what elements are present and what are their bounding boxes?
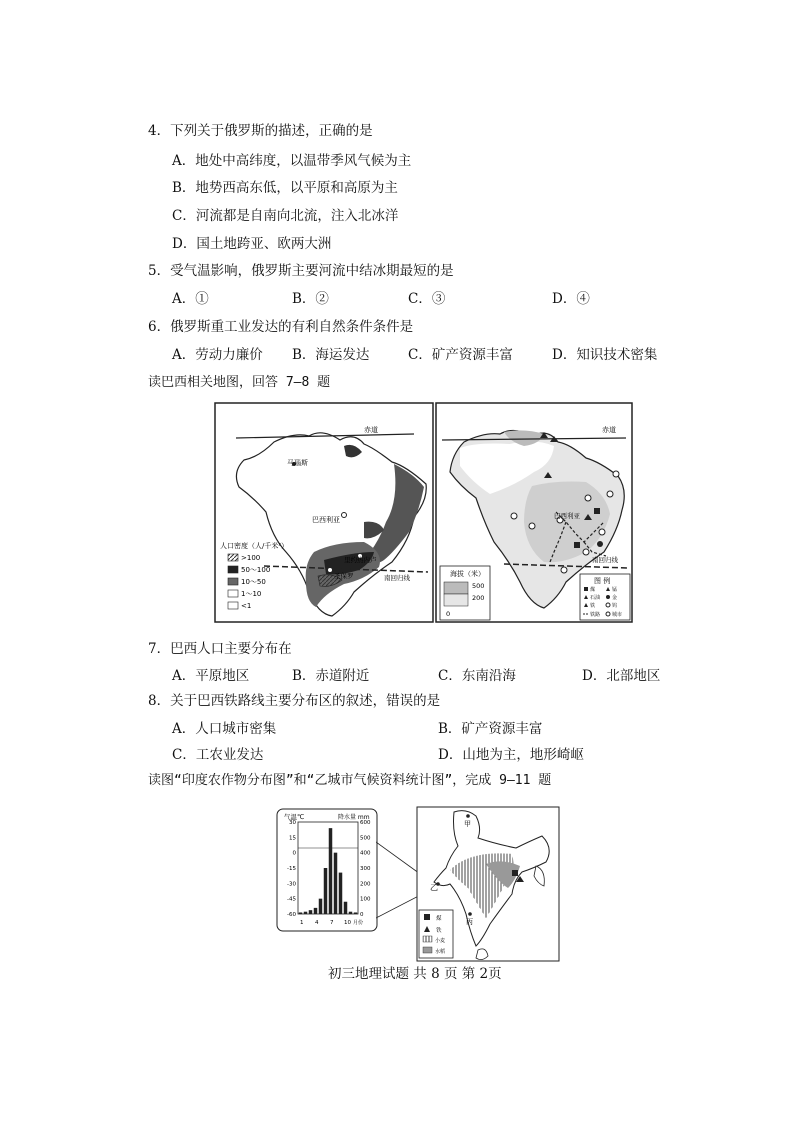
temp-tick: -15 [287, 866, 296, 872]
elevation-tick: 0 [446, 610, 451, 618]
q6-option-b: B．海运发达 [292, 347, 370, 363]
q7-stem: 7．巴西人口主要分布在 [148, 641, 292, 657]
density-legend-item: 1～10 [241, 590, 262, 598]
precip-tick: 100 [360, 896, 371, 903]
density-legend-title: 人口密度（人/千米²） [220, 542, 289, 550]
q4-stem: 4．下列关于俄罗斯的描述，正确的是 [148, 123, 373, 139]
precip-tick: 600 [360, 820, 371, 826]
city-jia-label: 甲 [464, 820, 471, 828]
precip-bar [349, 912, 353, 914]
resources-legend-item: 金 [612, 595, 618, 601]
saopaulo-label: 圣保罗 [334, 572, 354, 580]
temp-tick: -60 [287, 912, 296, 918]
india-legend-item: 煤 [436, 916, 442, 922]
precip-bar [354, 912, 358, 914]
precip-bar [324, 868, 328, 914]
precip-bar [314, 908, 318, 914]
q4-option-d: D．国土地跨亚、欧两大洲 [172, 236, 332, 252]
q8-option-a: A．人口城市密集 [172, 721, 277, 737]
precip-bar [344, 902, 348, 914]
month-tick: 7 [330, 920, 334, 926]
q4-option-c: C．河流都是自南向北流，注入北冰洋 [172, 208, 399, 224]
resources-legend-item: 钨 [612, 603, 618, 609]
precip-bar [319, 899, 323, 914]
month-tick: 1 [300, 920, 304, 926]
equator-label-right: 赤道 [602, 426, 616, 434]
q6-option-d: D．知识技术密集 [552, 347, 658, 363]
resources-legend-item: 锰 [612, 587, 618, 593]
precip-bar [309, 910, 313, 914]
precip-bar [339, 873, 343, 914]
temp-axis-label: 气温℃ [284, 813, 305, 821]
resources-legend-item: 铁 [590, 603, 596, 609]
resources-legend-item: 城市 [612, 612, 623, 618]
q8-stem: 8．关于巴西铁路线主要分布区的叙述，错误的是 [148, 693, 441, 709]
resources-legend [580, 574, 630, 620]
page-footer: 初三地理试题 共 8 页 第 2页 [328, 966, 502, 982]
brasilia-label-left: 巴西利亚 [312, 516, 340, 524]
india-legend [419, 910, 453, 958]
resources-legend-title: 图 例 [594, 577, 611, 585]
q6-option-c: C．矿产资源丰富 [408, 347, 513, 363]
temp-tick: 30 [289, 820, 296, 826]
q8-option-c: C．工农业发达 [172, 747, 264, 763]
temp-tick: -45 [287, 896, 296, 903]
q7-option-d: D．北部地区 [582, 668, 661, 684]
brazil-maps-figure [214, 402, 634, 624]
manaus-label: 马瑙斯 [287, 459, 308, 467]
q4-option-b: B．地势西高东低，以平原和高原为主 [172, 180, 398, 196]
india-legend-item: 铁 [436, 928, 442, 934]
precip-tick: 500 [360, 835, 371, 842]
precip-tick: 200 [360, 881, 371, 888]
resources-legend-item: 煤 [590, 587, 596, 593]
q5-option-b: B．② [292, 291, 329, 307]
elevation-legend-title: 海拔（米） [450, 570, 485, 578]
q6-stem: 6．俄罗斯重工业发达的有利自然条件条件是 [148, 319, 414, 335]
q5-option-c: C．③ [408, 291, 446, 307]
precip-bar [329, 828, 333, 914]
elevation-tick: 500 [472, 582, 485, 590]
q8-option-b: B．矿产资源丰富 [438, 721, 543, 737]
month-unit: 月份 [353, 920, 364, 926]
q5-option-a: A．① [172, 291, 209, 307]
temp-tick: 0 [292, 850, 296, 857]
equator-label-left: 赤道 [364, 426, 378, 434]
precip-tick: 400 [360, 850, 371, 857]
resources-legend-item: 铁路 [590, 612, 601, 618]
q5-stem: 5．受气温影响，俄罗斯主要河流中结冰期最短的是 [148, 263, 454, 279]
month-tick: 4 [315, 920, 319, 926]
q7-option-b: B．赤道附近 [292, 668, 370, 684]
intro-india: 读图“印度农作物分布图”和“乙城市气候资料统计图”，完成 9—11 题 [148, 773, 552, 788]
q7-option-c: C．东南沿海 [438, 668, 516, 684]
resources-legend-item: 石油 [590, 595, 601, 601]
month-tick: 10 [344, 920, 351, 926]
density-legend-item: 10～50 [241, 578, 266, 586]
temp-tick: 15 [289, 835, 296, 842]
precip-bar [334, 853, 338, 914]
q4-option-a: A．地处中高纬度，以温带季风气候为主 [172, 153, 412, 169]
density-legend-item: 50～100 [241, 566, 271, 574]
density-legend-item: >100 [241, 554, 261, 562]
brasilia-label-right: 巴西利亚 [554, 512, 580, 520]
tropic-label-left: 南回归线 [384, 574, 410, 582]
precip-tick: 0 [360, 912, 364, 918]
elevation-tick: 200 [472, 594, 485, 602]
precip-bar [304, 912, 308, 914]
q8-option-d: D．山地为主，地形崎岖 [438, 747, 584, 763]
india-legend-item: 小麦 [435, 938, 446, 944]
density-legend-item: <1 [241, 602, 252, 610]
q7-option-a: A．平原地区 [172, 668, 250, 684]
elevation-legend [440, 566, 490, 620]
city-yi-label: 乙 [430, 883, 438, 892]
q5-option-d: D．④ [552, 291, 590, 307]
city-bing-label: 丙 [466, 918, 473, 926]
precip-axis-label: 降水量 mm [338, 814, 370, 821]
precip-tick: 300 [360, 866, 371, 872]
rio-label: 里约热内卢 [344, 556, 377, 564]
india-crop-map [416, 806, 560, 962]
precip-bar [299, 912, 303, 914]
temp-tick: -30 [287, 881, 296, 888]
intro-brazil: 读巴西相关地图，回答 7—8 题 [148, 375, 331, 390]
tropic-label-right: 南回归线 [592, 556, 618, 564]
climate-chart [276, 808, 378, 932]
q6-option-a: A．劳动力廉价 [172, 347, 263, 363]
india-legend-item: 水稻 [435, 949, 446, 955]
